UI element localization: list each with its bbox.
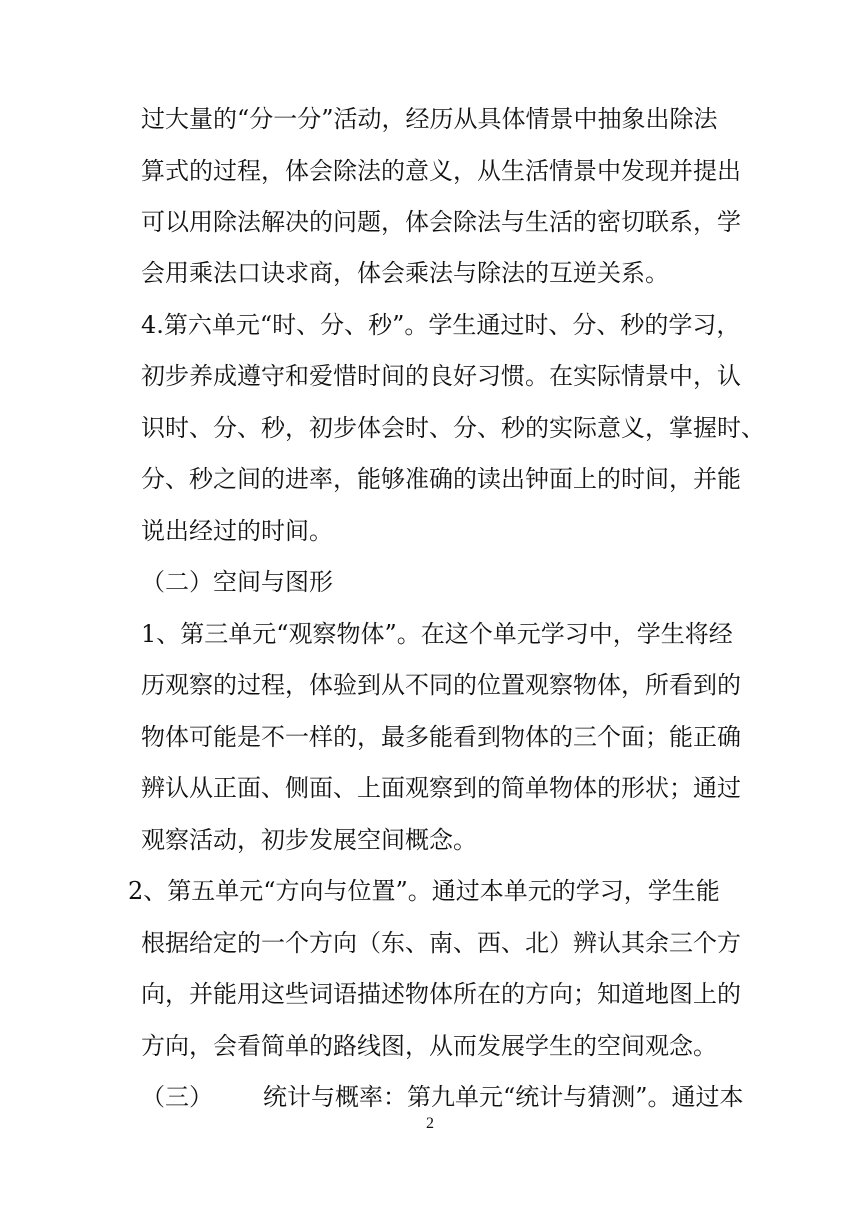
text-line: 方向，会看简单的路线图，从而发展学生的空间观念。 (141, 1032, 717, 1060)
section-heading-label: （三） (141, 1083, 213, 1111)
text-line: 根据给定的一个方向（东、南、西、北）辨认其余三个方 (141, 929, 741, 957)
text-line: 2、第五单元“方向与位置”。通过本单元的学习，学生能 (128, 877, 720, 905)
text-line: 初步养成遵守和爱惜时间的良好习惯。在实际情景中，认 (141, 362, 741, 390)
section-heading (141, 1081, 744, 1113)
section-heading: （二）空间与图形 (141, 568, 333, 596)
text-line: 物体可能是不一样的，最多能看到物体的三个面；能正确 (141, 723, 741, 751)
text-line: 识时、分、秒，初步体会时、分、秒的实际意义，掌握时、 (141, 414, 765, 442)
text-line: 1、第三单元“观察物体”。在这个单元学习中，学生将经 (141, 620, 733, 648)
section-heading-text: 统计与概率：第九单元“统计与猜测”。通过本 (263, 1083, 744, 1111)
text-line: 算式的过程，体会除法的意义，从生活情景中发现并提出 (141, 157, 741, 185)
text-line: 向，并能用这些词语描述物体所在的方向；知道地图上的 (141, 980, 741, 1008)
text-line: 4.第六单元“时、分、秒”。学生通过时、分、秒的学习， (141, 311, 741, 339)
text-line: 可以用除法解决的问题，体会除法与生活的密切联系，学 (141, 208, 741, 236)
text-line: 分、秒之间的进率，能够准确的读出钟面上的时间，并能 (141, 465, 741, 493)
text-line: 说出经过的时间。 (141, 517, 333, 545)
text-line: 历观察的过程，体验到从不同的位置观察物体，所看到的 (141, 671, 741, 699)
page-number: 2 (426, 1115, 434, 1132)
text-line: 观察活动，初步发展空间概念。 (141, 826, 477, 854)
text-line: 辨认从正面、侧面、上面观察到的简单物体的形状；通过 (141, 774, 741, 802)
text-line: 过大量的“分一分”活动，经历从具体情景中抽象出除法 (141, 105, 718, 133)
text-line: 会用乘法口诀求商，体会乘法与除法的互逆关系。 (141, 259, 669, 287)
